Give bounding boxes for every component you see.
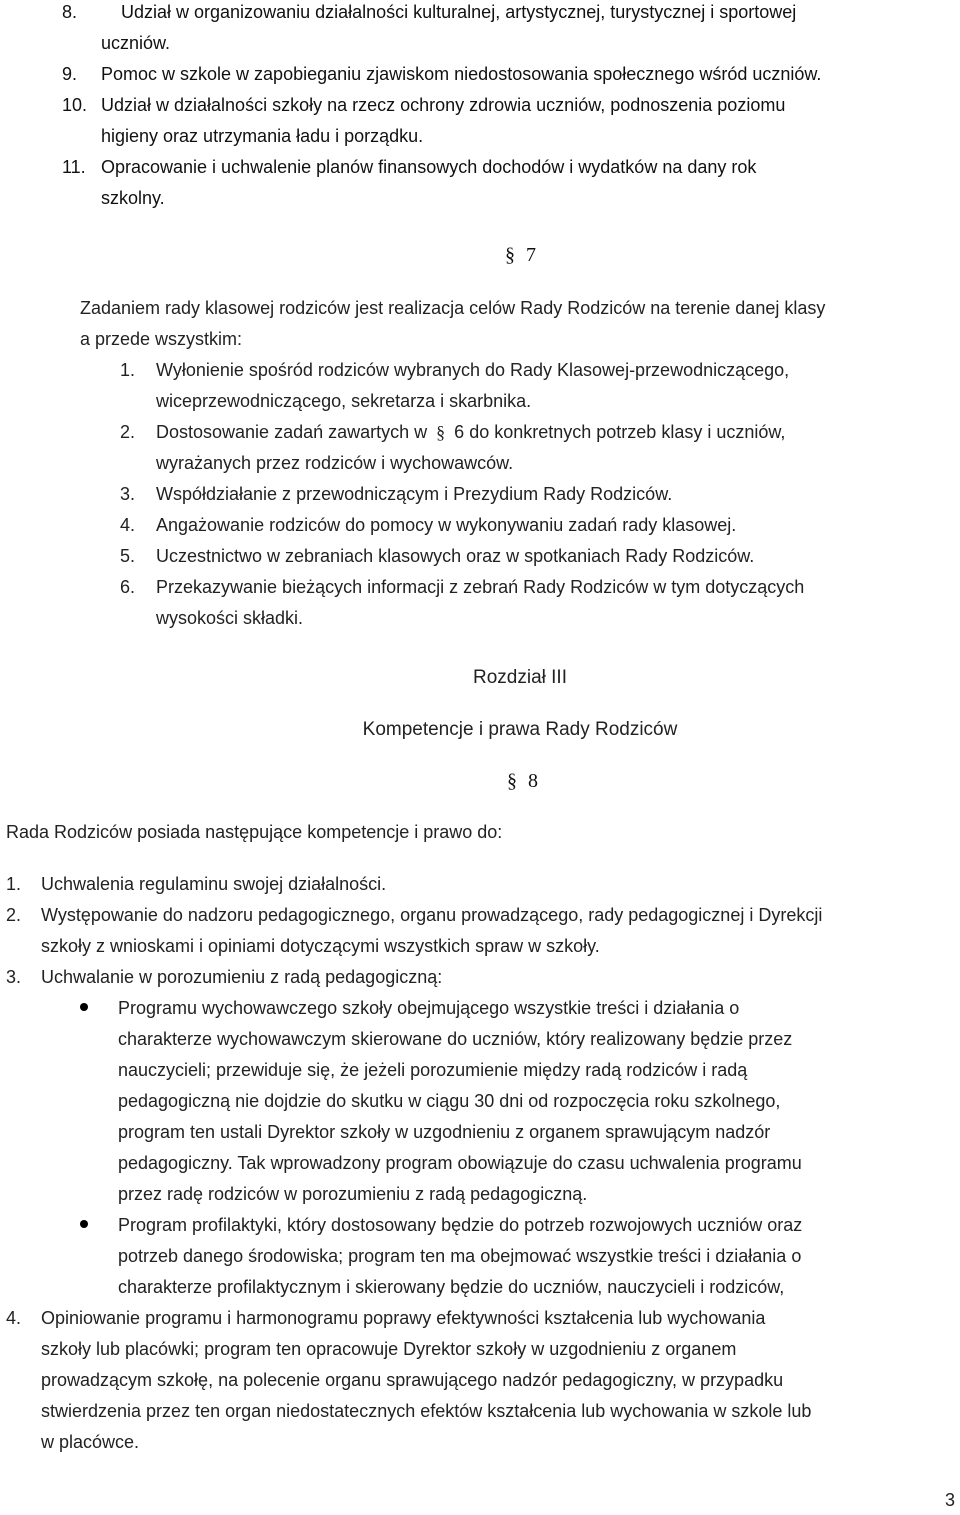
list-item-number: 10. (62, 95, 88, 115)
list-item-number: 3. (120, 484, 136, 504)
section-number: 7 (526, 244, 536, 266)
list-item-text: Angażowanie rodziców do pomocy w wykonywaniu zadań rady klasowej. (156, 515, 737, 535)
bullet-icon (80, 1003, 88, 1011)
section-heading-7 (505, 244, 536, 267)
list-item-number: 2. (120, 422, 136, 442)
section-sign: § (436, 422, 446, 442)
paragraph-intro: a przede wszystkim: (80, 329, 243, 349)
list-item-text: szkolny. (101, 188, 165, 208)
bullet-text: charakterze profilaktycznym i skierowany będzie do uczniów, nauczycieli i rodziców, (118, 1277, 785, 1297)
list-item-number: 1. (120, 360, 136, 380)
list-item-text: Przekazywanie bieżących informacji z zebrań Rady Rodziców w tym dotyczących (156, 577, 805, 597)
list-item-text: wiceprzewodniczącego, sekretarza i skarbnika. (156, 391, 532, 411)
list-item-text: stwierdzenia przez ten organ niedostatecznych efektów kształcenia lub wychowania w szkole lub (41, 1401, 812, 1421)
list-item-text: Uchwalanie w porozumieniu z radą pedagogiczną: (41, 967, 443, 987)
bullet-text: program ten ustali Dyrektor szkoły w uzgodnieniu z organem sprawującym nadzór (118, 1122, 771, 1142)
bullet-text: pedagogiczny. Tak wprowadzony program obowiązuje do czasu uchwalenia programu (118, 1153, 802, 1173)
bullet-text: pedagogiczną nie dojdzie do skutku w ciągu 30 dni od rozpoczęcia roku szkolnego, (118, 1091, 781, 1111)
paragraph-intro: Zadaniem rady klasowej rodziców jest realizacja celów Rady Rodziców na terenie danej klasy (80, 298, 826, 318)
list-item-text: wysokości składki. (156, 608, 304, 628)
list-item-text: higieny oraz utrzymania ładu i porządku. (101, 126, 424, 146)
bullet-text: nauczycieli; przewiduje się, że jeżeli porozumienie między radą rodziców i radą (118, 1060, 748, 1080)
list-item-text: Opracowanie i uchwalenie planów finansowych dochodów i wydatków na dany rok (101, 157, 757, 177)
list-item-number: 11. (62, 157, 86, 177)
list-item-text: w placówce. (41, 1432, 140, 1452)
list-item-number: 4. (120, 515, 136, 535)
section-sign: § (505, 244, 515, 266)
list-item-text: Opiniowanie programu i harmonogramu poprawy efektywności kształcenia lub wychowania (41, 1308, 766, 1328)
list-item-number: 2. (6, 905, 22, 925)
chapter-title: Rozdział III (473, 667, 567, 688)
list-item-text: uczniów. (101, 33, 171, 53)
bullet-text: charakterze wychowawczym skierowane do uczniów, który realizowany będzie przez (118, 1029, 793, 1049)
bullet-text: przez radę rodziców w porozumieniu z radą pedagogiczną. (118, 1184, 588, 1204)
list-item-number: 4. (6, 1308, 22, 1328)
list-item-text: szkoły z wnioskami i opiniami dotyczącymi wszystkich spraw w szkoły. (41, 936, 600, 956)
list-item-text: Uczestnictwo w zebraniach klasowych oraz w spotkaniach Rady Rodziców. (156, 546, 755, 566)
list-item-number: 9. (62, 64, 78, 84)
page-number: 3 (945, 1490, 956, 1510)
list-item-text-part: do konkretnych potrzeb klasy i uczniów, (469, 422, 786, 442)
list-item-text: Uchwalenia regulaminu swojej działalności. (41, 874, 387, 894)
section-heading-8 (507, 770, 538, 793)
list-item-text: Udział w działalności szkoły na rzecz ochrony zdrowia uczniów, podnoszenia poziomu (101, 95, 786, 115)
list-item-text: Wyłonienie spośród rodziców wybranych do Rady Klasowej-przewodniczącego, (156, 360, 790, 380)
list-item-text: Współdziałanie z przewodniczącym i Prezydium Rady Rodziców. (156, 484, 673, 504)
list-item-text: Pomoc w szkole w zapobieganiu zjawiskom niedostosowania społecznego wśród uczniów. (101, 64, 822, 84)
list-item-text: wyrażanych przez rodziców i wychowawców. (156, 453, 514, 473)
list-item-text: szkoły lub placówki; program ten opracowuje Dyrektor szkoły w uzgodnieniu z organem (41, 1339, 737, 1359)
list-item-text: Udział w organizowaniu działalności kulturalnej, artystycznej, turystycznej i sportowej (121, 2, 797, 22)
section-sign: § (507, 770, 517, 792)
list-item-text (156, 420, 785, 444)
chapter-subtitle: Kompetencje i prawa Rady Rodziców (362, 719, 678, 740)
list-item-number: 5. (120, 546, 136, 566)
list-item-number: 6. (120, 577, 136, 597)
section-ref-number: 6 (454, 422, 465, 442)
bullet-text: Programu wychowawczego szkoły obejmującego wszystkie treści i działania o (118, 998, 740, 1018)
list-item-text-part: Dostosowanie zadań zawartych w (156, 422, 428, 442)
bullet-text: potrzeb danego środowiska; program ten ma obejmować wszystkie treści i działania o (118, 1246, 802, 1266)
list-item-text: Występowanie do nadzoru pedagogicznego, organu prowadzącego, rady pedagogicznej i Dyrekcji (41, 905, 823, 925)
list-item-text: prowadzącym szkołę, na polecenie organu sprawującego nadzór pedagogiczny, w przypadku (41, 1370, 784, 1390)
list-item-number: 1. (6, 874, 22, 894)
list-item-number: 8. (62, 2, 78, 22)
bullet-text: Program profilaktyki, który dostosowany będzie do potrzeb rozwojowych uczniów oraz (118, 1215, 803, 1235)
paragraph-intro: Rada Rodziców posiada następujące kompetencje i prawo do: (6, 822, 503, 842)
bullet-icon (80, 1220, 88, 1228)
section-number: 8 (528, 770, 538, 792)
list-item-number: 3. (6, 967, 22, 987)
